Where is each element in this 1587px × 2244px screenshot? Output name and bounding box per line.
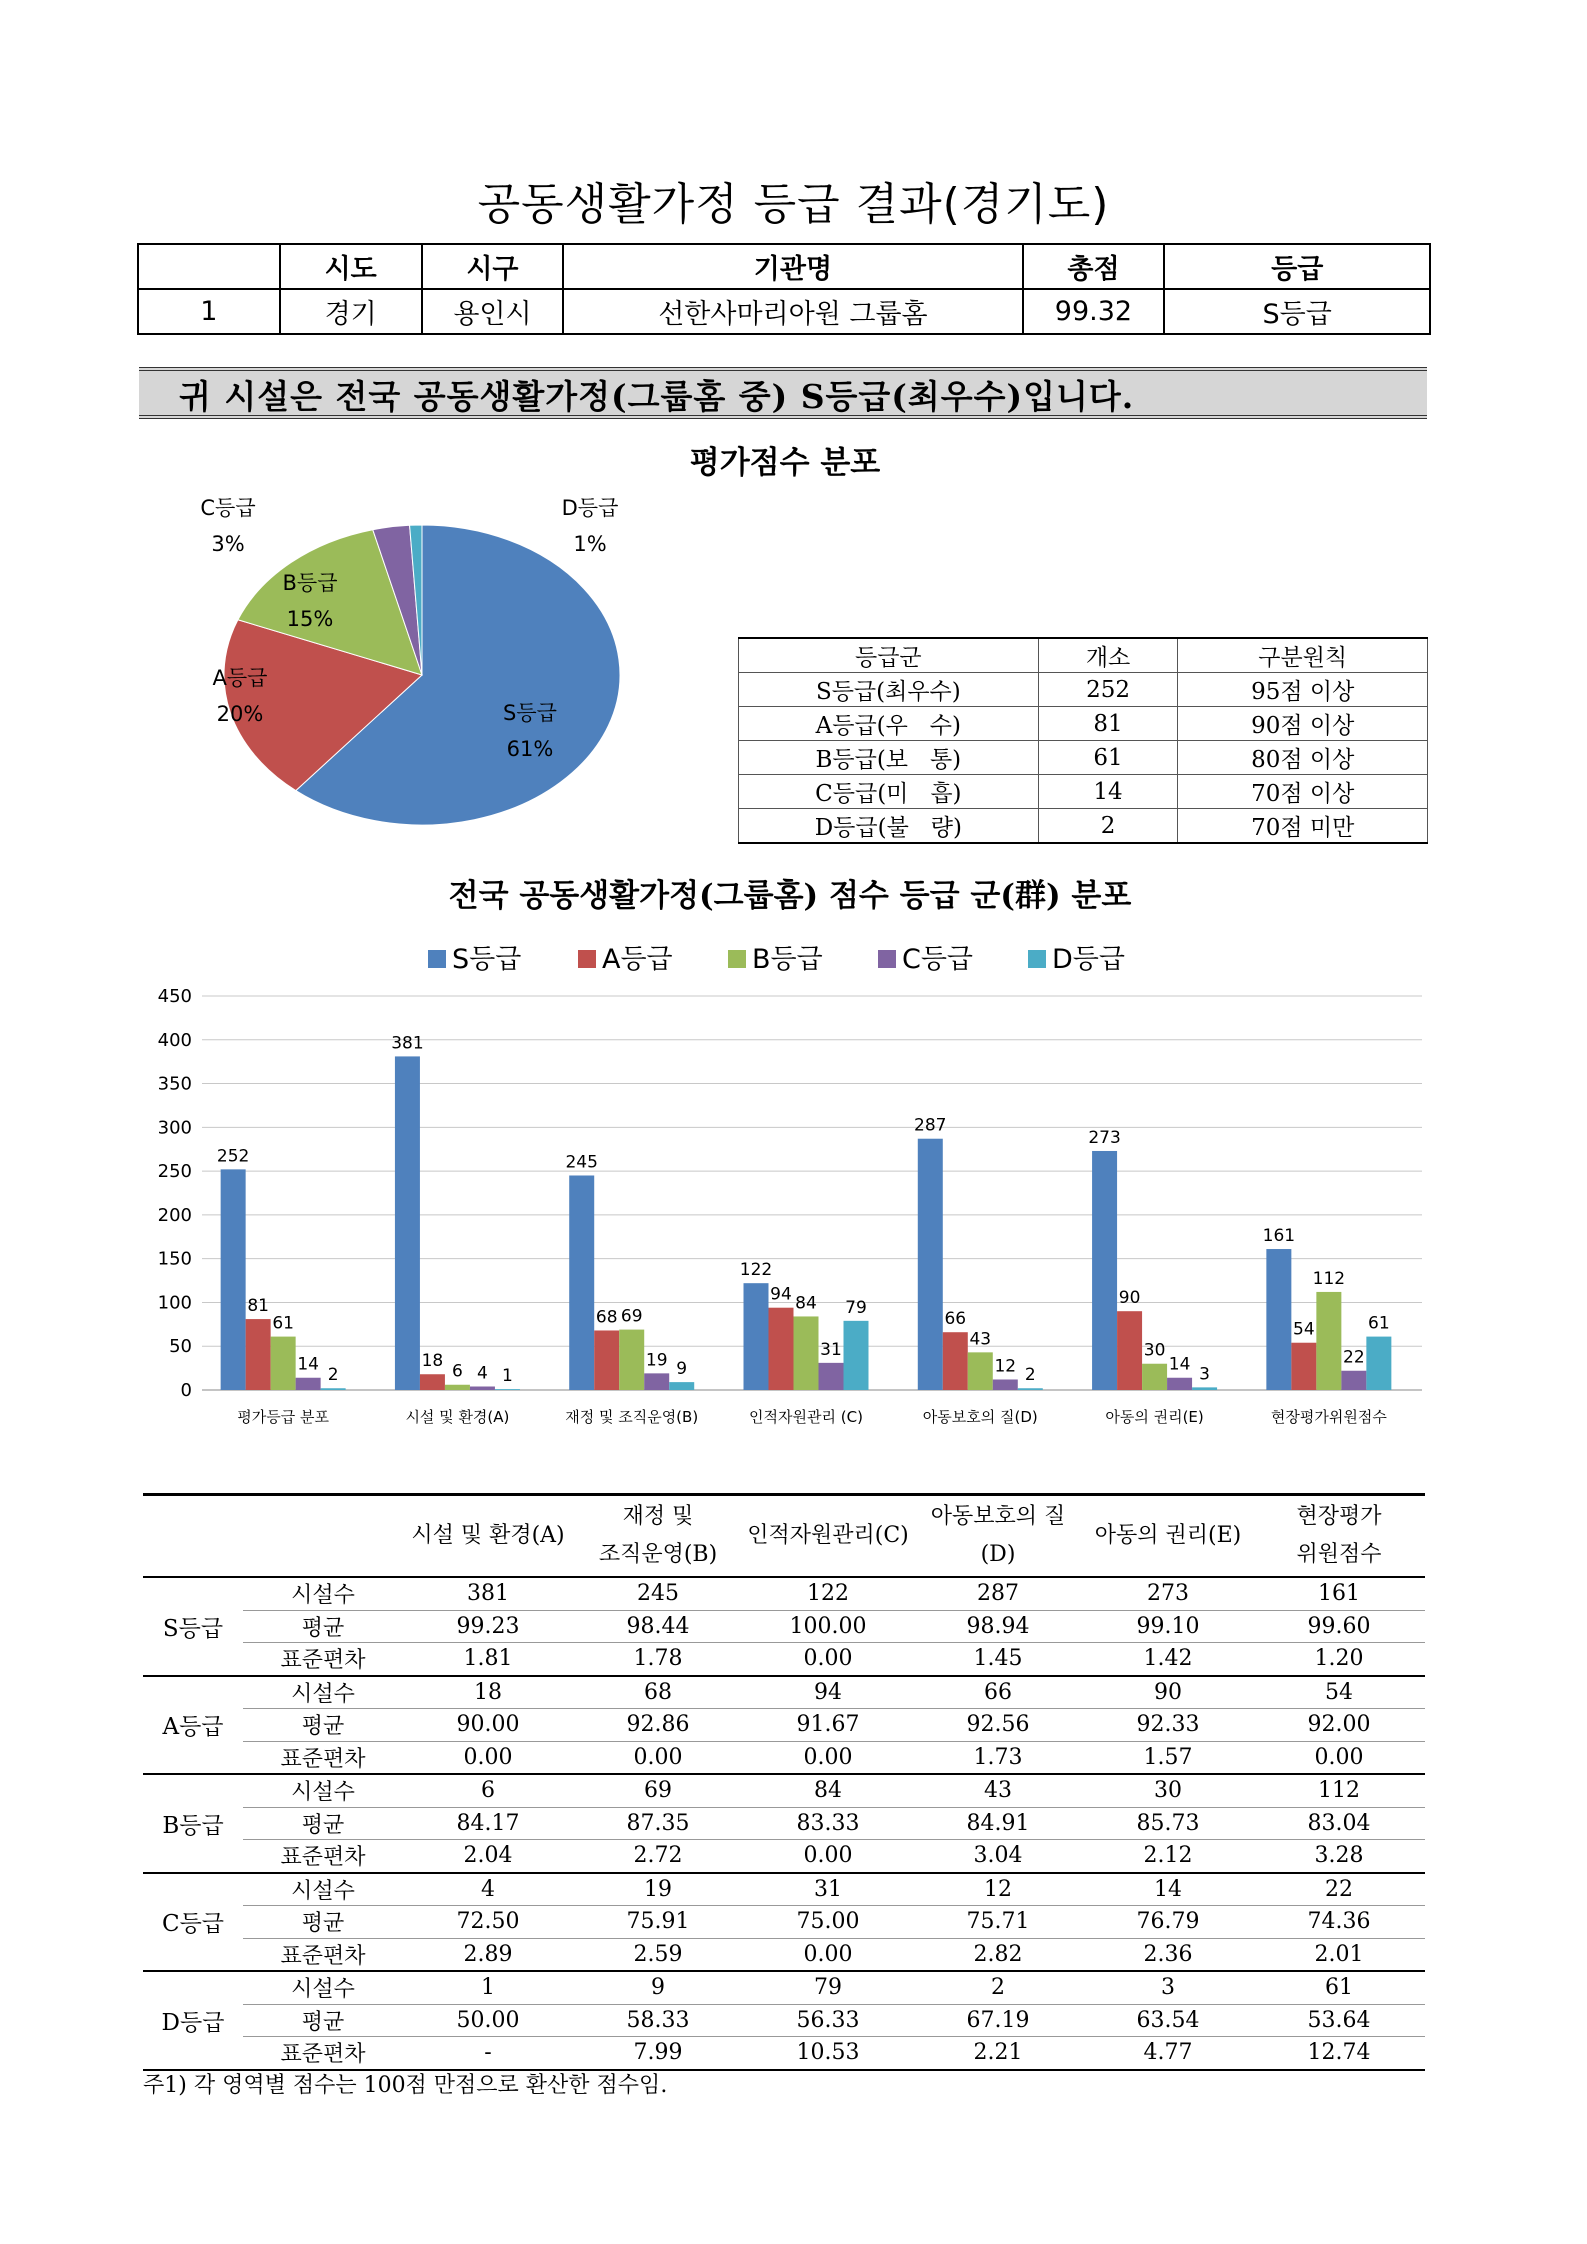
stats-metric-label: 시설수 [243, 1774, 403, 1807]
stats-value: 0.00 [743, 1938, 913, 1971]
bar-value-label: 84 [795, 1293, 817, 1314]
legend-swatch [428, 950, 446, 968]
stats-metric-label: 시설수 [243, 1577, 403, 1610]
stats-value: 76.79 [1083, 1906, 1253, 1939]
stats-value: 1.57 [1083, 1741, 1253, 1774]
stats-value: 287 [913, 1577, 1083, 1610]
grade-header-criteria: 구분원칙 [1178, 638, 1428, 673]
stats-value: 4 [403, 1873, 573, 1906]
bar [470, 1386, 495, 1390]
grade-table-row [739, 809, 1428, 844]
stats-row [143, 1774, 1425, 1807]
stats-row [143, 1807, 1425, 1840]
pie-slice-label: D등급 [561, 496, 619, 520]
stats-value: 85.73 [1083, 1807, 1253, 1840]
x-category-label: 아동보호의 질(D) [922, 1408, 1038, 1426]
bar [968, 1352, 993, 1390]
pie-slice-label: A등급 [212, 666, 268, 690]
bar-value-label: 61 [272, 1313, 294, 1334]
bar-value-label: 252 [216, 1146, 250, 1167]
stats-value: 74.36 [1253, 1906, 1425, 1939]
stats-value: 50.00 [403, 2004, 573, 2037]
stats-header-blank [243, 1495, 403, 1578]
stats-value: 68 [573, 1676, 743, 1709]
bar [246, 1319, 271, 1390]
stats-metric-label: 시설수 [243, 1676, 403, 1709]
stats-value: 75.71 [913, 1906, 1083, 1939]
bar-value-label: 4 [477, 1363, 488, 1384]
pie-slice-label: S등급 [503, 701, 557, 725]
bar [569, 1175, 594, 1390]
bar-value-label: 66 [944, 1309, 967, 1330]
stats-value: 10.53 [743, 2037, 913, 2070]
stats-row [143, 1906, 1425, 1939]
info-data-row [138, 289, 1430, 334]
stats-value: 75.91 [573, 1906, 743, 1939]
stats-value: 6 [403, 1774, 573, 1807]
stats-grade-label: A등급 [143, 1676, 243, 1775]
stats-value: 3 [1083, 1971, 1253, 2004]
bar-value-label: 19 [645, 1350, 668, 1371]
bar-value-label: 61 [1368, 1313, 1390, 1334]
bar [1316, 1292, 1341, 1390]
grade-header-count: 개소 [1038, 638, 1178, 673]
bar [844, 1321, 869, 1390]
stats-value: 2.12 [1083, 1840, 1253, 1873]
grade-criteria: 70점 이상 [1178, 775, 1428, 809]
stats-metric-label: 표준편차 [243, 1643, 403, 1676]
grade-count: 252 [1038, 673, 1178, 707]
pie-slice-percent: 15% [286, 607, 334, 631]
stats-value: 92.00 [1253, 1709, 1425, 1742]
stats-value: 84.17 [403, 1807, 573, 1840]
bar [819, 1363, 844, 1390]
grade-name: A등급(우 수) [739, 707, 1039, 741]
stats-row [143, 1873, 1425, 1906]
info-province: 경기 [280, 289, 422, 334]
stats-metric-label: 시설수 [243, 1873, 403, 1906]
stats-value: 0.00 [1253, 1741, 1425, 1774]
stats-metric-label: 평균 [243, 1709, 403, 1742]
bar-value-label: 1 [502, 1366, 513, 1387]
bar-value-label: 94 [770, 1284, 792, 1305]
stats-row [143, 1741, 1425, 1774]
grade-table-row [739, 707, 1428, 741]
grade-table-header [739, 638, 1428, 673]
x-category-label: 아동의 권리(E) [1105, 1408, 1204, 1426]
stats-value: 1.45 [913, 1643, 1083, 1676]
bar [1291, 1343, 1316, 1390]
grade-criteria: 90점 이상 [1178, 707, 1428, 741]
legend-label: C등급 [902, 944, 974, 975]
stats-value: 2.21 [913, 2037, 1083, 2070]
result-banner: 귀 시설은 전국 공동생활가정(그룹홈 중) S등급(최우수)입니다. [139, 367, 1427, 419]
stats-value: 161 [1253, 1577, 1425, 1610]
stats-metric-label: 표준편차 [243, 1840, 403, 1873]
bar [943, 1332, 968, 1390]
info-header-row [138, 244, 1430, 289]
x-category-label: 현장평가위원점수 [1270, 1408, 1387, 1426]
stats-header-c: 인적자원관리(C) [743, 1495, 913, 1578]
info-header-province: 시도 [280, 244, 422, 289]
stats-grade-label: D등급 [143, 1971, 243, 2070]
grade-count: 2 [1038, 809, 1178, 844]
stats-value: 7.99 [573, 2037, 743, 2070]
bar [744, 1283, 769, 1390]
x-category-label: 평가등급 분포 [237, 1408, 330, 1426]
bar [271, 1337, 296, 1390]
bar [321, 1388, 346, 1390]
stats-value: 9 [573, 1971, 743, 2004]
stats-grade-label: C등급 [143, 1873, 243, 1972]
info-header-city: 시구 [422, 244, 564, 289]
stats-value: 30 [1083, 1774, 1253, 1807]
grade-criteria: 95점 이상 [1178, 673, 1428, 707]
stats-value: 2.82 [913, 1938, 1083, 1971]
pie-slice-label: C등급 [200, 496, 256, 520]
stats-value: 79 [743, 1971, 913, 2004]
stats-value: 75.00 [743, 1906, 913, 1939]
stats-value: 98.94 [913, 1610, 1083, 1643]
bar [644, 1373, 669, 1390]
bar [918, 1139, 943, 1390]
info-header-total-score: 총점 [1023, 244, 1165, 289]
stats-value: 67.19 [913, 2004, 1083, 2037]
stats-value: 2.36 [1083, 1938, 1253, 1971]
bar-value-label: 81 [247, 1296, 269, 1317]
bar-value-label: 79 [845, 1297, 867, 1318]
stats-value: 2 [913, 1971, 1083, 2004]
stats-metric-label: 표준편차 [243, 2037, 403, 2070]
bar-value-label: 30 [1143, 1340, 1166, 1361]
stats-value: 66 [913, 1676, 1083, 1709]
stats-value: 0.00 [403, 1741, 573, 1774]
bar-value-label: 112 [1312, 1268, 1346, 1289]
stats-value: 92.33 [1083, 1709, 1253, 1742]
stats-value: 100.00 [743, 1610, 913, 1643]
stats-row [143, 1577, 1425, 1610]
stats-value: 2.89 [403, 1938, 573, 1971]
stats-value: 31 [743, 1873, 913, 1906]
grade-header-group: 등급군 [739, 638, 1039, 673]
bar-value-label: 43 [969, 1329, 992, 1350]
bar [1192, 1387, 1217, 1390]
stats-header-b: 재정 및 조직운영(B) [573, 1495, 743, 1578]
x-category-label: 인적자원관리 (C) [749, 1408, 863, 1426]
stats-value: 90 [1083, 1676, 1253, 1709]
stats-value: 98.44 [573, 1610, 743, 1643]
stats-value: 2.04 [403, 1840, 573, 1873]
stats-value: 0.00 [743, 1643, 913, 1676]
bar [1018, 1388, 1043, 1390]
pie-chart-title: 평가점수 분포 [689, 445, 881, 481]
grade-name: D등급(불 량) [739, 809, 1039, 844]
x-category-label: 재정 및 조직운영(B) [565, 1408, 699, 1426]
stats-row [143, 1938, 1425, 1971]
stats-value: 0.00 [743, 1840, 913, 1873]
grade-table-row [739, 741, 1428, 775]
stats-value: 381 [403, 1577, 573, 1610]
bar-value-label: 245 [565, 1152, 598, 1173]
info-total-score: 99.32 [1023, 289, 1165, 334]
stats-grade-label: S등급 [143, 1577, 243, 1676]
stats-row [143, 1971, 1425, 2004]
stats-metric-label: 평균 [243, 1807, 403, 1840]
stats-value: 3.28 [1253, 1840, 1425, 1873]
pie-slice-percent: 3% [211, 532, 245, 556]
bar-value-label: 54 [1293, 1319, 1315, 1340]
bar [769, 1308, 794, 1390]
stats-value: 12 [913, 1873, 1083, 1906]
bar-chart-title: 전국 공동생활가정(그룹홈) 점수 등급 군(群) 분포 [448, 878, 1132, 914]
y-tick-label: 350 [157, 1073, 192, 1095]
y-tick-label: 100 [157, 1292, 192, 1314]
bar-value-label: 287 [914, 1115, 947, 1136]
bar [1092, 1151, 1117, 1390]
stats-value: 90.00 [403, 1709, 573, 1742]
stats-value: 99.60 [1253, 1610, 1425, 1643]
bar [993, 1379, 1018, 1390]
info-grade: S등급 [1164, 289, 1430, 334]
legend-label: B등급 [752, 944, 823, 975]
stats-value: 53.64 [1253, 2004, 1425, 2037]
stats-metric-label: 표준편차 [243, 1741, 403, 1774]
bar [445, 1385, 470, 1390]
grade-statistics-table [143, 1493, 1425, 2071]
stats-value: 94 [743, 1676, 913, 1709]
bar [495, 1389, 520, 1390]
bar [395, 1056, 420, 1390]
bar-value-label: 9 [676, 1359, 688, 1380]
stats-value: 43 [913, 1774, 1083, 1807]
pie-slice-percent: 20% [216, 702, 264, 726]
stats-value: 4.77 [1083, 2037, 1253, 2070]
y-tick-label: 300 [157, 1117, 192, 1139]
stats-value: 19 [573, 1873, 743, 1906]
bar [1366, 1337, 1391, 1390]
grade-table-row [739, 673, 1428, 707]
bar-chart [140, 930, 1440, 1440]
stats-value: 84 [743, 1774, 913, 1807]
stats-value: 84.91 [913, 1807, 1083, 1840]
bar-value-label: 273 [1088, 1127, 1121, 1148]
bar [619, 1330, 644, 1390]
stats-value: 99.10 [1083, 1610, 1253, 1643]
grade-criteria-table [738, 637, 1428, 844]
stats-value: 56.33 [743, 2004, 913, 2037]
stats-header-d: 아동보호의 질(D) [913, 1495, 1083, 1578]
stats-value: 14 [1083, 1873, 1253, 1906]
stats-header-blank [143, 1495, 243, 1578]
facility-info-table [137, 243, 1431, 335]
bar [420, 1374, 445, 1390]
bar-value-label: 14 [297, 1354, 319, 1375]
stats-header-e: 아동의 권리(E) [1083, 1495, 1253, 1578]
stats-row [143, 1840, 1425, 1873]
bar [1117, 1311, 1142, 1390]
legend-swatch [1028, 950, 1046, 968]
stats-value: 92.56 [913, 1709, 1083, 1742]
stats-value: 2.72 [573, 1840, 743, 1873]
grade-name: C등급(미 흡) [739, 775, 1039, 809]
stats-row [143, 1709, 1425, 1742]
bar-value-label: 6 [452, 1361, 463, 1382]
stats-value: 2.59 [573, 1938, 743, 1971]
stats-value: 12.74 [1253, 2037, 1425, 2070]
stats-header-row [143, 1495, 1425, 1578]
y-tick-label: 50 [169, 1336, 192, 1358]
stats-value: 122 [743, 1577, 913, 1610]
stats-row [143, 2004, 1425, 2037]
y-tick-label: 400 [157, 1029, 192, 1051]
stats-value: 1.73 [913, 1741, 1083, 1774]
info-header-index [138, 244, 280, 289]
stats-value: 63.54 [1083, 2004, 1253, 2037]
stats-value: 69 [573, 1774, 743, 1807]
bar-value-label: 90 [1118, 1288, 1141, 1309]
stats-value: 1.78 [573, 1643, 743, 1676]
y-tick-label: 200 [157, 1204, 192, 1226]
stats-metric-label: 시설수 [243, 1971, 403, 2004]
stats-value: 22 [1253, 1873, 1425, 1906]
grade-count: 61 [1038, 741, 1178, 775]
y-tick-label: 0 [180, 1380, 192, 1401]
stats-value: 1.20 [1253, 1643, 1425, 1676]
stats-grade-label: B등급 [143, 1774, 243, 1873]
legend-swatch [728, 950, 746, 968]
stats-value: - [403, 2037, 573, 2070]
info-city: 용인시 [422, 289, 564, 334]
bar [1266, 1249, 1291, 1390]
bar-value-label: 14 [1168, 1354, 1191, 1375]
bar [1167, 1378, 1192, 1390]
info-header-institution: 기관명 [563, 244, 1022, 289]
info-index: 1 [138, 289, 280, 334]
stats-header-field: 현장평가 위원점수 [1253, 1495, 1425, 1578]
y-tick-label: 250 [157, 1161, 192, 1183]
stats-value: 18 [403, 1676, 573, 1709]
bar-value-label: 2 [1024, 1365, 1036, 1386]
stats-value: 92.86 [573, 1709, 743, 1742]
bar-value-label: 2 [327, 1365, 339, 1386]
grade-name: B등급(보 통) [739, 741, 1039, 775]
stats-row [143, 1643, 1425, 1676]
stats-row [143, 2037, 1425, 2070]
stats-value: 58.33 [573, 2004, 743, 2037]
grade-name: S등급(최우수) [739, 673, 1039, 707]
grade-count: 14 [1038, 775, 1178, 809]
stats-value: 61 [1253, 1971, 1425, 2004]
stats-metric-label: 표준편차 [243, 1938, 403, 1971]
stats-value: 1.42 [1083, 1643, 1253, 1676]
footnote: 주1) 각 영역별 점수는 100점 만점으로 환산한 점수임. [143, 2073, 668, 2098]
legend-swatch [578, 950, 596, 968]
legend-label: D등급 [1052, 944, 1125, 975]
stats-value: 72.50 [403, 1906, 573, 1939]
bar-value-label: 22 [1343, 1347, 1365, 1368]
stats-value: 91.67 [743, 1709, 913, 1742]
stats-value: 87.35 [573, 1807, 743, 1840]
grade-table-row [739, 775, 1428, 809]
stats-value: 0.00 [743, 1741, 913, 1774]
stats-value: 99.23 [403, 1610, 573, 1643]
bar [221, 1169, 246, 1390]
stats-row [143, 1676, 1425, 1709]
legend-label: A등급 [602, 944, 673, 975]
document-title: 공동생활가정 등급 결과(경기도) [477, 179, 1110, 230]
pie-slice-percent: 61% [506, 737, 554, 761]
stats-header-a: 시설 및 환경(A) [403, 1495, 573, 1578]
pie-slice-percent: 1% [573, 532, 607, 556]
bar [296, 1378, 321, 1390]
bar-value-label: 161 [1262, 1226, 1296, 1247]
bar-value-label: 68 [595, 1307, 618, 1328]
legend-label: S등급 [452, 944, 522, 975]
pie-slice-label: B등급 [282, 571, 338, 595]
bar-value-label: 31 [820, 1339, 842, 1360]
grade-criteria: 80점 이상 [1178, 741, 1428, 775]
stats-value: 3.04 [913, 1840, 1083, 1873]
stats-value: 0.00 [573, 1741, 743, 1774]
stats-value: 112 [1253, 1774, 1425, 1807]
stats-metric-label: 평균 [243, 1906, 403, 1939]
stats-value: 83.33 [743, 1807, 913, 1840]
bar-value-label: 3 [1199, 1364, 1210, 1385]
bar-value-label: 381 [391, 1033, 424, 1054]
stats-value: 83.04 [1253, 1807, 1425, 1840]
bar-value-label: 69 [620, 1306, 643, 1327]
bar [669, 1382, 694, 1390]
info-institution: 선한사마리아원 그룹홈 [563, 289, 1022, 334]
stats-value: 273 [1083, 1577, 1253, 1610]
stats-value: 2.01 [1253, 1938, 1425, 1971]
stats-metric-label: 평균 [243, 1610, 403, 1643]
bar [1341, 1371, 1366, 1390]
bar-value-label: 122 [739, 1260, 773, 1281]
bar-value-label: 12 [994, 1356, 1017, 1377]
stats-value: 245 [573, 1577, 743, 1610]
info-header-grade: 등급 [1164, 244, 1430, 289]
pie-chart [200, 490, 660, 840]
y-tick-label: 450 [157, 986, 192, 1007]
stats-value: 54 [1253, 1676, 1425, 1709]
stats-value: 1.81 [403, 1643, 573, 1676]
legend-swatch [878, 950, 896, 968]
stats-value: 1 [403, 1971, 573, 2004]
bar [594, 1330, 619, 1390]
stats-row [143, 1610, 1425, 1643]
grade-count: 81 [1038, 707, 1178, 741]
bar-value-label: 18 [421, 1351, 444, 1372]
bar [1142, 1364, 1167, 1390]
stats-metric-label: 평균 [243, 2004, 403, 2037]
x-category-label: 시설 및 환경(A) [405, 1408, 510, 1426]
bar [794, 1316, 819, 1390]
y-tick-label: 150 [157, 1248, 192, 1270]
grade-criteria: 70점 미만 [1178, 809, 1428, 844]
